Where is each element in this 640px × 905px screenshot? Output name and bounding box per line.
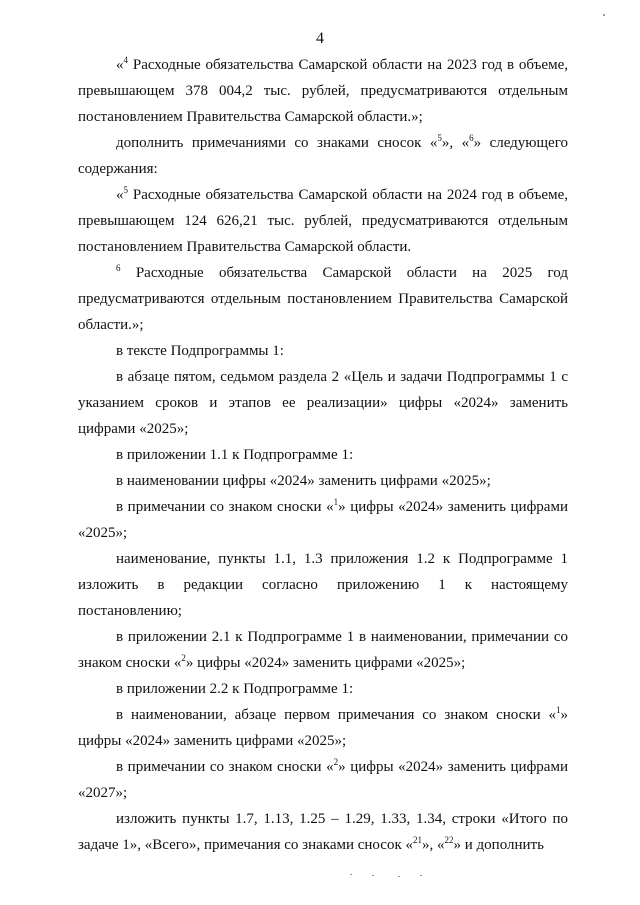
paragraph-text: Расходные обязательства Самарской области на 2023 год в объеме, превышающем 378 004,2 тыс. рублей, предусматриваются отдельным постановлением Правительства Самарской области.»; [78,57,568,125]
footnote-mark: 6 [469,133,474,143]
footnote-mark: 5 [437,133,442,143]
paragraph-text: в абзаце пятом, седьмом раздела 2 «Цель и задачи Подпрограммы 1 с указанием сроков и этапов ее реализации» цифры «2024» заменить цифрами «2025»; [78,369,568,437]
paragraph-text: », « [422,837,445,853]
paragraph-text: в примечании со знаком сноски « [116,759,334,775]
paragraph [78,52,568,130]
page-number: 4 [316,30,324,47]
footnote-mark: 22 [444,835,454,845]
paragraph [78,676,568,702]
paragraph-text: в примечании со знаком сноски « [116,499,334,515]
paragraph [78,364,568,442]
paragraph [78,546,568,624]
paragraph-text: изложить пункты 1.7, 1.13, 1.25 – 1.29, 1.33, 1.34, строки «Итого по задаче 1», «Всего», примечания со знаками сносок « [78,811,568,853]
scan-artifact [372,875,374,876]
paragraph-text: « [116,187,124,203]
paragraph-text: в приложении 1.1 к Подпрограмме 1: [116,447,354,463]
paragraph-text: в наименовании, абзаце первом примечания со знаком сноски « [116,707,556,723]
document-body [78,52,568,858]
paragraph-text: » следующего содержания: [78,135,568,177]
scan-artifact [350,874,352,875]
footnote-mark: 2 [333,757,339,767]
paragraph [78,442,568,468]
paragraph [78,130,568,182]
paragraph [78,806,568,858]
scan-artifact [420,875,422,876]
footnote-mark: 4 [123,55,128,65]
paragraph-text: », « [441,135,470,151]
paragraph-text: » цифры «2024» заменить цифрами «2025»; [78,707,568,749]
paragraph-text: в тексте Подпрограммы 1: [116,343,284,359]
paragraph-text: в приложении 2.2 к Подпрограмме 1: [116,681,354,697]
footnote-mark: 6 [116,263,121,273]
paragraph [78,468,568,494]
scan-artifact [603,14,605,16]
paragraph [78,260,568,338]
paragraph-text: Расходные обязательства Самарской области на 2024 год в объеме, превышающем 124 626,21 тыс. рублей, предусматриваются отдельным постановлением Правительства Самарской области. [78,187,568,255]
paragraph-text: » и дополнить [453,837,544,853]
paragraph-text: » цифры «2024» заменить цифрами «2025»; [185,655,466,671]
paragraph-text: дополнить примечаниями со знаками сносок « [116,135,438,151]
paragraph-text: Расходные обязательства Самарской области на 2025 год предусматриваются отдельным постановлением Правительства Самарской области.»; [78,265,568,333]
paragraph [78,338,568,364]
scan-artifact [398,876,400,877]
footnote-mark: 1 [333,497,339,507]
paragraph [78,754,568,806]
paragraph-text: наименование, пункты 1.1, 1.3 приложения 1.2 к Подпрограмме 1 изложить в редакции согласно приложению 1 к настоящему постановлению; [78,551,568,619]
paragraph-text: « [116,57,124,73]
paragraph [78,182,568,260]
paragraph-text: » цифры «2024» заменить цифрами «2027»; [78,759,568,801]
footnote-mark: 2 [181,653,186,663]
paragraph [78,494,568,546]
paragraph-text: в приложении 2.1 к Подпрограмме 1 в наименовании, примечании со знаком сноски « [78,629,568,671]
footnote-mark: 5 [123,185,128,195]
paragraph [78,624,568,676]
footnote-mark: 21 [413,835,423,845]
footnote-mark: 1 [556,705,561,715]
paragraph-text: в наименовании цифры «2024» заменить цифрами «2025»; [116,473,491,489]
paragraph-text: » цифры «2024» заменить цифрами «2025»; [78,499,568,541]
paragraph [78,702,568,754]
